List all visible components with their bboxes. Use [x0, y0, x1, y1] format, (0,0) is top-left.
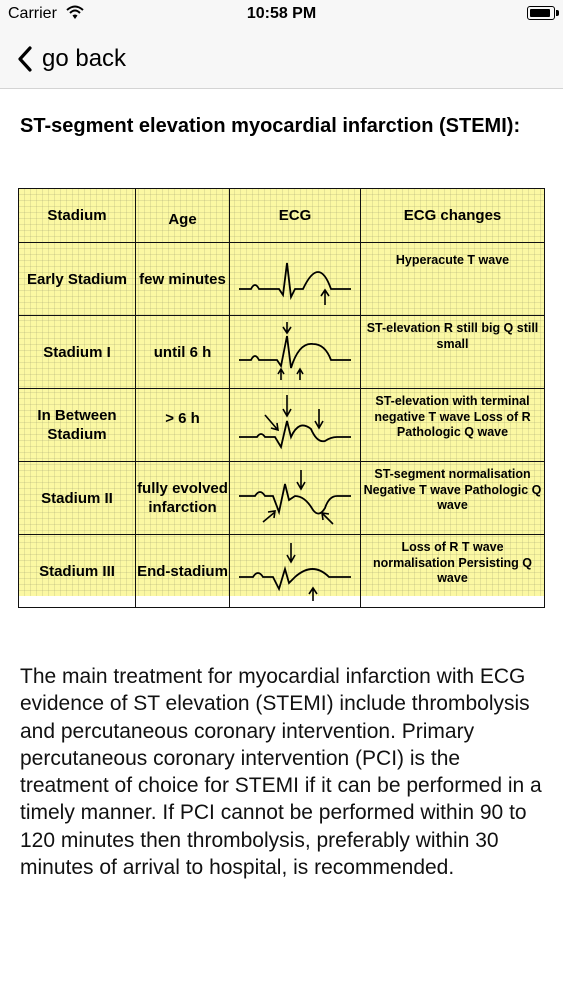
ecg-cell — [230, 316, 361, 389]
ecg-cell — [230, 462, 361, 535]
battery-icon — [527, 6, 555, 20]
header-ecg: ECG — [230, 189, 361, 243]
table-header-row — [19, 189, 545, 243]
ecg-changes-cell: ST-elevation R still big Q still small — [361, 316, 545, 389]
age-cell: fully evolved infarction — [136, 462, 230, 535]
navigation-bar — [0, 30, 563, 89]
ecg-changes-cell: Hyperacute T wave — [361, 243, 545, 316]
ecg-trace-in-between — [233, 393, 358, 457]
ecg-changes-cell: ST-segment normalisation Negative T wave Pathologic Q wave — [361, 462, 545, 535]
carrier-label: Carrier — [8, 5, 57, 22]
stadium-cell: Stadium III — [19, 535, 136, 608]
back-button[interactable] — [14, 42, 126, 76]
age-cell: End-stadium — [136, 535, 230, 608]
ecg-cell — [230, 243, 361, 316]
status-time: 10:58 PM — [246, 5, 317, 22]
back-button-label: go back — [42, 45, 127, 72]
ecg-cell — [230, 535, 361, 608]
ecg-changes-cell: Loss of R T wave normalisation Persisting Q wave — [361, 535, 545, 608]
ecg-trace-early — [233, 247, 358, 311]
ecg-changes-cell: ST-elevation with terminal negative T wave Loss of R Pathologic Q wave — [361, 389, 545, 462]
page-title: ST-segment elevation myocardial infarction (STEMI): — [20, 115, 521, 137]
table-row — [19, 535, 545, 608]
header-age: Age — [136, 189, 230, 243]
header-ecg-changes: ECG changes — [361, 189, 545, 243]
table-row — [19, 316, 545, 389]
age-cell: few minutes — [136, 243, 230, 316]
ecg-trace-stadium-3 — [233, 539, 358, 603]
chevron-left-icon — [14, 43, 38, 75]
stadium-cell: Stadium I — [19, 316, 136, 389]
stadium-cell: In Between Stadium — [19, 389, 136, 462]
age-cell: > 6 h — [136, 389, 230, 462]
header-stadium: Stadium — [19, 189, 136, 243]
status-bar — [0, 0, 563, 30]
table-row — [19, 462, 545, 535]
treatment-paragraph: The main treatment for myocardial infarction with ECG evidence of ST elevation (STEMI) include thrombolysis and percutaneous coronary intervention. Primary percutaneous coronary intervention (PCI) is the treatment of choice for STEMI if it can be performed in a timely manner. If PCI cannot be performed within 90 to 120 minutes then thrombolysis, preferably within 30 minutes of arrival to hospital, is recommended. — [20, 665, 542, 880]
stadium-cell: Early Stadium — [19, 243, 136, 316]
stemi-stages-figure — [18, 188, 544, 596]
ecg-trace-stadium-2 — [233, 466, 358, 530]
table-row — [19, 389, 545, 462]
ecg-cell — [230, 389, 361, 462]
stemi-stages-table — [18, 188, 545, 608]
age-cell: until 6 h — [136, 316, 230, 389]
stadium-cell: Stadium II — [19, 462, 136, 535]
ecg-trace-stadium-1 — [233, 320, 358, 384]
table-row — [19, 243, 545, 316]
